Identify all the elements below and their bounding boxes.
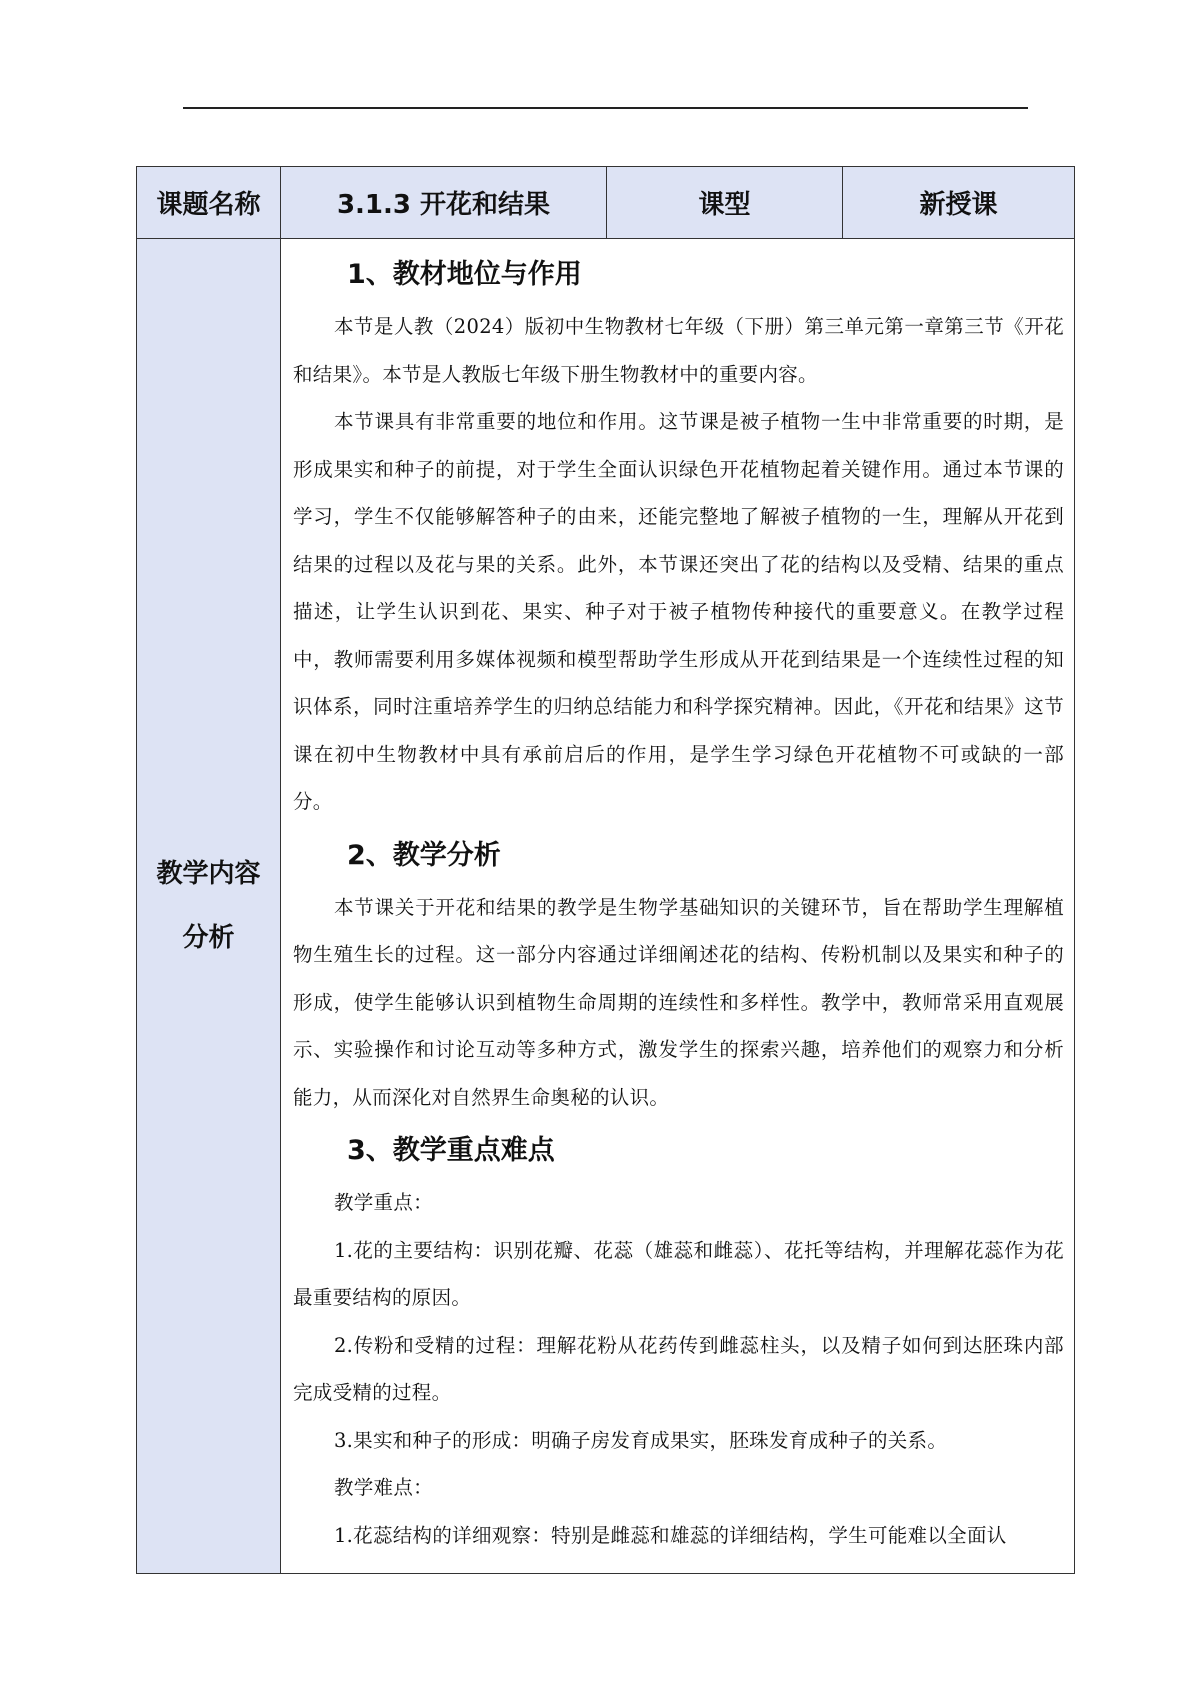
key-point-item: 2.传粉和受精的过程：理解花粉从花药传到雌蕊柱头，以及精子如何到达胚珠内部完成受精的过程。 [293, 1333, 1064, 1404]
section-label-cell [137, 239, 281, 1574]
content-body [281, 239, 1074, 1573]
table-header-row [137, 167, 1075, 239]
content-cell [281, 239, 1075, 1574]
content-row [137, 239, 1075, 1574]
difficulty-item: 1.花蕊结构的详细观察：特别是雌蕊和雄蕊的详细结构，学生可能难以全面认 [333, 1523, 1007, 1547]
section-1-title: 1、教材地位与作用 [347, 259, 582, 290]
section-1-paragraph: 本节是人教（2024）版初中生物教材七年级（下册）第三单元第一章第三节《开花和结果》。本节是人教版七年级下册生物教材中的重要内容。 [293, 315, 1064, 386]
section-1-paragraph: 本节课具有非常重要的地位和作用。这节课是被子植物一生中非常重要的时期，是形成果实和种子的前提，对于学生全面认识绿色开花植物起着关键作用。通过本节课的学习，学生不仅能够解答种子的由来，还能完整地了解被子植物的一生，理解从开花到结果的过程以及花与果的关系。此外，本节课还突出了花的结构以及受精、结果的重点描述，让学生认识到花、果实、种子对于被子植物传种接代的重要意义。在教学过程中，教师需要利用多媒体视频和模型帮助学生形成从开花到结果是一个连续性过程的知识体系，同时注重培养学生的归纳总结能力和科学探究精神。因此，《开花和结果》这节课在初中生物教材中具有承前启后的作用，是学生学习绿色开花植物不可或缺的一部分。 [293, 410, 1064, 813]
lesson-plan-table [136, 166, 1075, 1574]
key-points-heading: 教学重点： [333, 1191, 433, 1214]
key-point-item: 1.花的主要结构：识别花瓣、花蕊（雄蕊和雌蕊）、花托等结构，并理解花蕊作为花最重要结构的原因。 [293, 1238, 1064, 1309]
type-label-cell: 课型 [607, 167, 843, 239]
difficulties-heading: 教学难点： [333, 1476, 433, 1499]
section-2-paragraph: 本节课关于开花和结果的教学是生物学基础知识的关键环节，旨在帮助学生理解植物生殖生长的过程。这一部分内容通过详细阐述花的结构、传粉机制以及果实和种子的形成，使学生能够认识到植物生命周期的连续性和多样性。教学中，教师常采用直观展示、实验操作和讨论互动等多种方式，激发学生的探索兴趣，培养他们的观察力和分析能力，从而深化对自然界生命奥秘的认识。 [293, 895, 1064, 1109]
topic-label-cell: 课题名称 [137, 167, 281, 239]
section-3-title: 3、教学重点难点 [347, 1135, 555, 1166]
type-value-cell: 新授课 [843, 167, 1075, 239]
key-point-item: 3.果实和种子的形成：明确子房发育成果实，胚珠发育成种子的关系。 [333, 1428, 948, 1452]
header-rule [183, 107, 1028, 109]
section-2-title: 2、教学分析 [347, 839, 501, 871]
topic-value-cell: 3.1.3 开花和结果 [281, 167, 607, 239]
section-label: 教学内容分析 [156, 859, 261, 953]
